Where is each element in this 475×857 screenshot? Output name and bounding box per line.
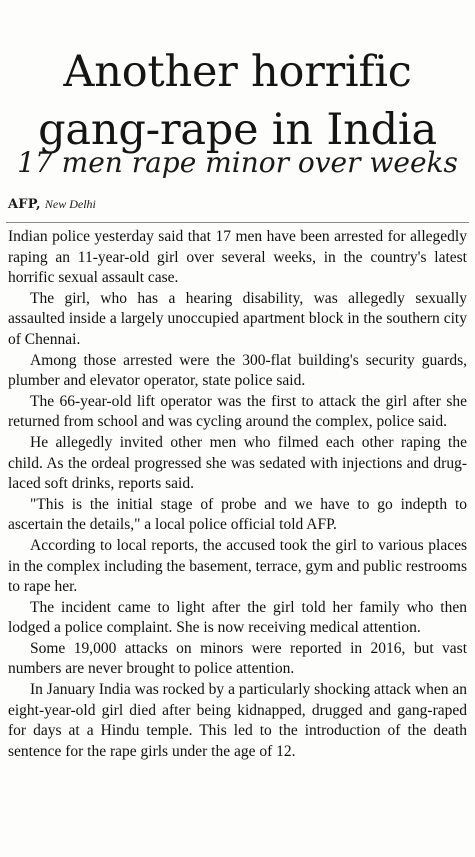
headline-line-2: gang-rape in India [38,104,437,155]
subheadline: 17 men rape minor over weeks [17,146,458,179]
byline-agency: AFP, [8,197,41,212]
headline [0,43,475,159]
article-paragraph-7: According to local reports, the accused took the girl to various places in the complex including the basement, terrace, gym and public restrooms to rape her. [8,536,467,596]
headline-line-1: Another horrific [63,46,412,97]
article-paragraph-1: Indian police yesterday said that 17 men have been arrested for allegedly raping an 11-year-old girl over several weeks, in the country's latest horrific sexual assault case. [8,228,467,287]
article-paragraph-3: Among those arrested were the 300-flat building's security guards, plumber and elevator operator, state police said. [8,351,467,390]
article-paragraph-4: The 66-year-old lift operator was the first to attack the girl after she returned from school and was cycling around the complex, police said. [8,392,467,431]
byline-divider [6,222,469,223]
article-paragraph-2: The girl, who has a hearing disability, was allegedly sexually assaulted inside a largely unoccupied apartment block in the southern city of Chennai. [8,289,467,348]
article-paragraph-5: He allegedly invited other men who filmed each other raping the child. As the ordeal progressed she was sedated with injections and drug-laced soft drinks, reports said. [8,433,467,493]
byline-location: New Delhi [44,197,96,211]
article-paragraph-10: In January India was rocked by a particularly shocking attack when an eight-year-old girl died after being kidnapped, drugged and gang-raped for days at a Hindu temple. This led to the introduction of the death sentence for the rape girls under the age of 12. [8,681,467,760]
article-paragraph-8: The incident came to light after the girl told her family who then lodged a police complaint. She is now receiving medical attention. [8,598,467,637]
article-paragraph-9: Some 19,000 attacks on minors were reported in 2016, but vast numbers are never brought to police attention. [8,639,467,678]
article-paragraph-6: "This is the initial stage of probe and we have to go indepth to ascertain the details," a local police official told AFP. [8,495,467,534]
article-body [8,227,467,762]
byline [8,196,96,213]
